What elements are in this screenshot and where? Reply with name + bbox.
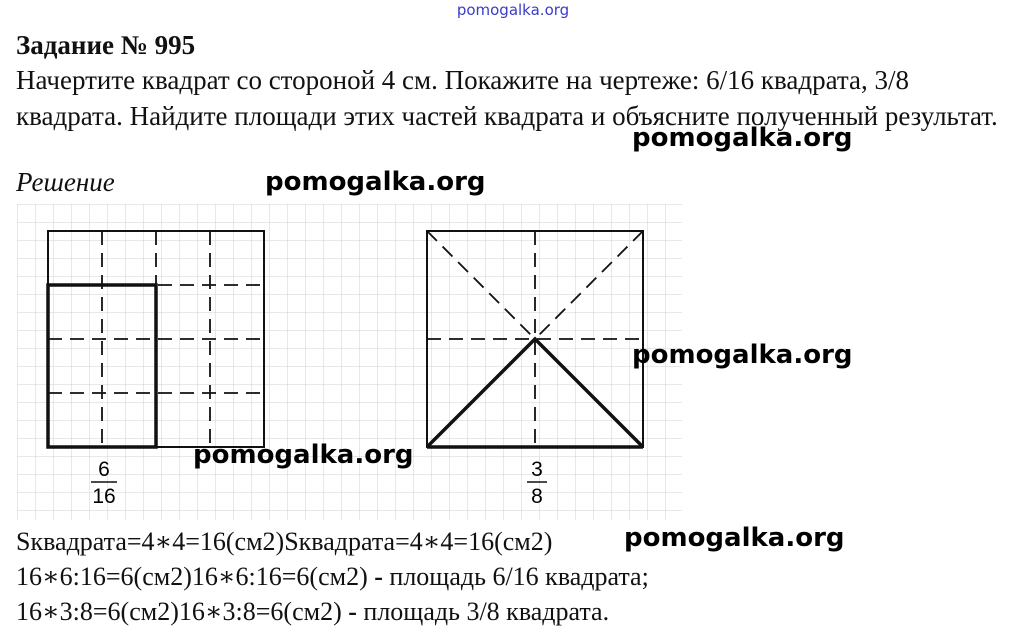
left-fraction-denominator: 16	[92, 485, 116, 508]
result-line-1-main: Sквадрата=4∗4=16(см2)Sквадрата=4∗4=16(см2)	[16, 527, 553, 556]
watermark-top: pomogalka.org	[456, 1, 570, 19]
result-line-3-tail: площадь 3/8 квадрата.	[363, 597, 610, 626]
watermark-5: pomogalka.org	[624, 523, 845, 553]
result-line-2-tail: площадь 6/16 квадрата;	[389, 562, 649, 591]
graph-paper-grid	[17, 204, 682, 520]
left-fraction-numerator: 6	[98, 458, 110, 481]
right-figure	[427, 231, 643, 447]
right-fraction-numerator: 3	[531, 458, 543, 481]
task-title: Задание № 995	[16, 30, 196, 60]
watermark-3: pomogalka.org	[632, 340, 853, 370]
result-line-2	[16, 562, 649, 592]
result-line-2-main: 16∗6:16=6(см2)16∗6:16=6(см2)	[16, 562, 368, 591]
result-line-1	[16, 527, 552, 557]
watermark-2: pomogalka.org	[265, 167, 486, 197]
watermark-1: pomogalka.org	[632, 123, 853, 153]
result-line-3-main: 16∗3:8=6(см2)16∗3:8=6(см2)	[16, 597, 342, 626]
result-line-2-dash: -	[374, 562, 383, 591]
watermark-4: pomogalka.org	[193, 440, 414, 470]
right-fraction-denominator: 8	[531, 485, 543, 508]
task-statement: Начертите квадрат со стороной 4 см. Покажите на чертеже: 6/16 квадрата, 3/8 квадрата. Найдите площади этих частей квадрата и объясните полученный результат.	[16, 65, 998, 131]
solution-label: Решение	[16, 167, 115, 197]
result-line-3	[16, 597, 609, 627]
result-line-3-dash: -	[348, 597, 357, 626]
